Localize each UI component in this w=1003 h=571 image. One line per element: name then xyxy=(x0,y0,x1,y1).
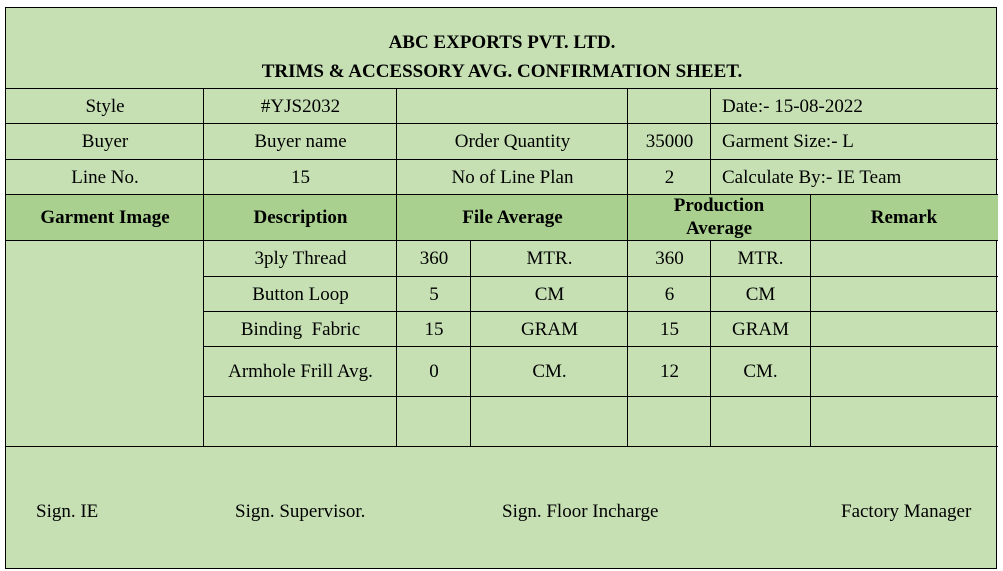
buyer-label: Buyer xyxy=(81,131,129,152)
grid-line xyxy=(6,194,998,195)
production-average-value: 15 xyxy=(660,318,679,340)
grid-line xyxy=(204,311,998,312)
production-average-unit: CM. xyxy=(743,361,778,382)
header-description: Description xyxy=(204,195,397,241)
line-plan-value: 2 xyxy=(664,166,675,188)
grid-line xyxy=(6,240,998,241)
production-average-value: 360 xyxy=(655,248,684,269)
production-average-unit: CM xyxy=(745,283,776,305)
file-average-unit: MTR. xyxy=(526,248,573,269)
header-file-average: File Average xyxy=(397,195,628,241)
sign-floor-incharge: Sign. Floor Incharge xyxy=(502,501,659,522)
remark-cell xyxy=(810,241,998,277)
item-description: Binding Fabric xyxy=(240,318,361,340)
grid-line xyxy=(6,159,998,160)
style-label: Style xyxy=(85,95,125,117)
style-empty-cell-2 xyxy=(628,89,711,124)
sign-ie: Sign. IE xyxy=(36,501,99,522)
date-field: Date:- 15-08-2022 xyxy=(722,95,863,117)
grid-line xyxy=(810,194,811,447)
remark-cell xyxy=(810,347,998,397)
production-average-unit: GRAM xyxy=(731,318,789,340)
grid-line xyxy=(204,396,998,397)
remark-cell xyxy=(810,397,998,447)
grid-line xyxy=(627,88,628,447)
item-description xyxy=(204,397,397,447)
file-average-value: 15 xyxy=(424,318,444,340)
production-average-value: 6 xyxy=(664,283,675,305)
file-average-value: 5 xyxy=(429,283,439,305)
grid-line xyxy=(710,88,711,195)
line-no-value: 15 xyxy=(291,166,310,188)
item-description: 3ply Thread xyxy=(254,248,347,269)
header-garment-image: Garment Image xyxy=(6,195,204,241)
header-remark: Remark xyxy=(810,195,998,241)
file-average-value: 360 xyxy=(419,248,449,269)
calculated-by-field: Calculate By:- IE Team xyxy=(722,166,902,188)
file-average-unit: CM. xyxy=(532,361,567,382)
grid-line xyxy=(710,240,711,447)
confirmation-sheet xyxy=(5,7,997,569)
production-average-unit xyxy=(711,397,810,447)
garment-size-field: Garment Size:- L xyxy=(722,131,854,152)
remark-cell xyxy=(810,277,998,312)
production-average-value xyxy=(628,397,711,447)
file-average-unit xyxy=(471,397,628,447)
production-average-value: 12 xyxy=(660,361,679,382)
style-value: #YJS2032 xyxy=(260,95,341,117)
sign-factory-manager: Factory Manager xyxy=(841,501,972,522)
grid-line xyxy=(204,276,998,277)
file-average-value: 0 xyxy=(429,361,439,382)
line-no-label: Line No. xyxy=(71,166,139,188)
grid-line xyxy=(6,88,998,89)
grid-line xyxy=(6,123,998,124)
header-production-average: Production Average xyxy=(628,195,810,241)
line-plan-label: No of Line Plan xyxy=(451,166,574,188)
grid-line xyxy=(470,240,471,447)
grid-line xyxy=(396,88,397,447)
order-quantity-label: Order Quantity xyxy=(454,131,571,152)
garment-image-area xyxy=(6,241,204,447)
file-average-unit: GRAM xyxy=(520,318,578,340)
sheet-title: TRIMS & ACCESSORY AVG. CONFIRMATION SHEET. xyxy=(261,61,743,82)
item-description: Armhole Frill Avg. xyxy=(228,361,373,382)
remark-cell xyxy=(810,312,998,347)
grid-line xyxy=(203,88,204,447)
item-description: Button Loop xyxy=(252,283,349,305)
file-average-value xyxy=(397,397,471,447)
grid-line xyxy=(6,446,998,447)
production-average-unit: MTR. xyxy=(737,248,784,269)
file-average-unit: CM xyxy=(534,283,565,305)
grid-line xyxy=(204,346,998,347)
buyer-value: Buyer name xyxy=(254,131,347,152)
sign-supervisor: Sign. Supervisor. xyxy=(235,501,366,522)
style-empty-cell xyxy=(397,89,628,124)
company-name: ABC EXPORTS PVT. LTD. xyxy=(388,32,616,53)
order-quantity-value: 35000 xyxy=(645,131,694,152)
